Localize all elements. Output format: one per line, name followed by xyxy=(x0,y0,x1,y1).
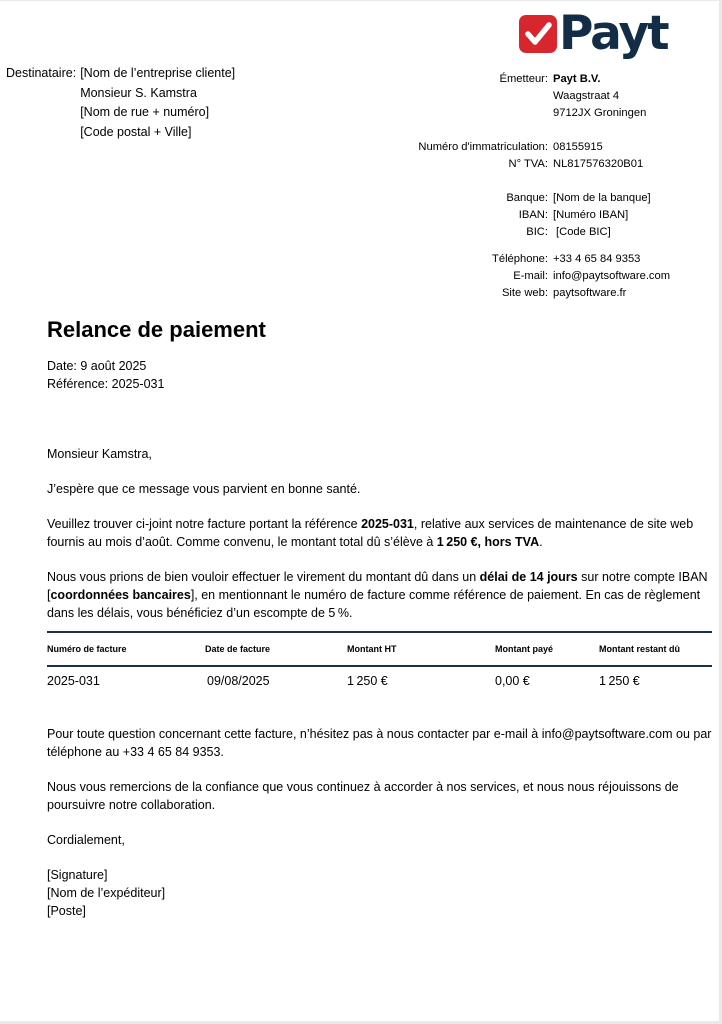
contact-paragraph: Pour toute question concernant cette facture, n’hésitez pas à nous contacter par e-mail à info@paytsoftware.com ou par téléphone au +33 4 65 84 9353. xyxy=(47,727,712,759)
signature-placeholder: [Signature] xyxy=(47,868,108,882)
column-header: Montant payé xyxy=(495,632,599,666)
vat-value: NL817576320B01 xyxy=(553,158,644,170)
recipient-line: Monsieur S. Kamstra xyxy=(80,85,197,100)
letter-reference: Référence: 2025-031 xyxy=(47,377,165,391)
bank-label: Banque: xyxy=(506,192,548,204)
bic-row xyxy=(380,224,700,241)
invoice-table-header xyxy=(47,632,712,666)
iban-row xyxy=(380,207,700,224)
phone-row xyxy=(380,251,700,268)
website-label: Site web: xyxy=(501,287,548,299)
sender-name: [Nom de l’expéditeur] xyxy=(47,886,166,900)
issuer-row xyxy=(380,71,700,88)
issuer-street: Waagstraat 4 xyxy=(553,90,620,102)
recipient-line: [Code postal + Ville] xyxy=(80,124,192,139)
website-row xyxy=(380,285,700,302)
column-header: Montant restant dû xyxy=(599,632,712,666)
letter-date: Date: 9 août 2025 xyxy=(47,359,147,373)
amount-due-cell: 1 250 € xyxy=(599,674,640,688)
issuer-label: Émetteur: xyxy=(499,73,548,85)
document-page xyxy=(0,1,719,1021)
email-label: E-mail: xyxy=(513,270,548,282)
issuer-row xyxy=(380,88,700,105)
signature-block xyxy=(47,866,712,920)
sender-position: [Poste] xyxy=(47,904,86,918)
invoice-table xyxy=(47,631,712,695)
thanks-paragraph: Nous vous remercions de la confiance que vous continuez à accorder à nos services, et nous nous réjouissons de poursuivre notre collaboration. xyxy=(47,780,679,812)
letter-body xyxy=(47,445,712,639)
checkmark-icon xyxy=(519,15,557,53)
issuer-block xyxy=(380,71,700,302)
bic-label: BIC: xyxy=(526,226,548,238)
vat-label: N° TVA: xyxy=(508,158,548,170)
recipient-block xyxy=(6,64,235,142)
email-row xyxy=(380,268,700,285)
salutation: Monsieur Kamstra, xyxy=(47,447,152,461)
letter-closing xyxy=(47,725,712,920)
iban-label: IBAN: xyxy=(518,209,548,221)
table-row xyxy=(47,666,712,695)
issuer-company: Payt B.V. xyxy=(553,73,601,85)
website-value: paytsoftware.fr xyxy=(553,287,627,299)
issuer-row xyxy=(380,105,700,122)
recipient-line: [Nom de rue + numéro] xyxy=(80,105,210,119)
amount-paid-cell: 0,00 € xyxy=(495,674,530,688)
invoice-number-cell: 2025-031 xyxy=(47,674,100,688)
registration-label: Numéro d'immatriculation: xyxy=(418,141,548,153)
payment-paragraph: Nous vous prions de bien vouloir effectuer le virement du montant dû dans un délai de 14 jours sur notre compte IBAN [coordonnées bancaires], en mentionnant le numéro de facture comme référence de paiement. En cas de règlement dans les délais, vous bénéficiez d’un escompte de 5 %. xyxy=(47,570,708,620)
iban-value: [Numéro IBAN] xyxy=(553,209,629,221)
email-value: info@paytsoftware.com xyxy=(553,270,671,282)
column-header: Montant HT xyxy=(347,632,495,666)
greeting-paragraph: J’espère que ce message vous parvient en bonne santé. xyxy=(47,482,361,496)
logo-wordmark: Payt xyxy=(559,6,668,61)
column-header: Numéro de facture xyxy=(47,632,205,666)
recipient-label: Destinataire: xyxy=(6,66,77,80)
recipient-line: [Nom de l’entreprise cliente] xyxy=(80,66,236,80)
recipient-address xyxy=(80,64,235,142)
amount-ht-cell: 1 250 € xyxy=(347,674,388,688)
bic-value: [Code BIC] xyxy=(556,226,611,238)
bank-row xyxy=(380,190,700,207)
letter-meta xyxy=(47,357,164,393)
regards: Cordialement, xyxy=(47,833,125,847)
registration-row xyxy=(380,139,700,156)
bank-value: [Nom de la banque] xyxy=(553,192,651,204)
issuer-city: 9712JX Groningen xyxy=(553,107,647,119)
invoice-paragraph: Veuillez trouver ci-joint notre facture portant la référence 2025-031, relative aux services de maintenance de site web fournis au mois d’août. Comme convenu, le montant total dû s’élève à 1 250 €, hors TVA. xyxy=(47,517,694,549)
column-header: Date de facture xyxy=(205,632,347,666)
invoice-date-cell: 09/08/2025 xyxy=(207,674,270,688)
vat-row xyxy=(380,156,700,173)
page-title: Relance de paiement xyxy=(47,317,266,342)
registration-value: 08155915 xyxy=(553,141,603,153)
payt-logo xyxy=(519,6,668,61)
phone-value: +33 4 65 84 9353 xyxy=(553,253,641,265)
phone-label: Téléphone: xyxy=(492,253,548,265)
